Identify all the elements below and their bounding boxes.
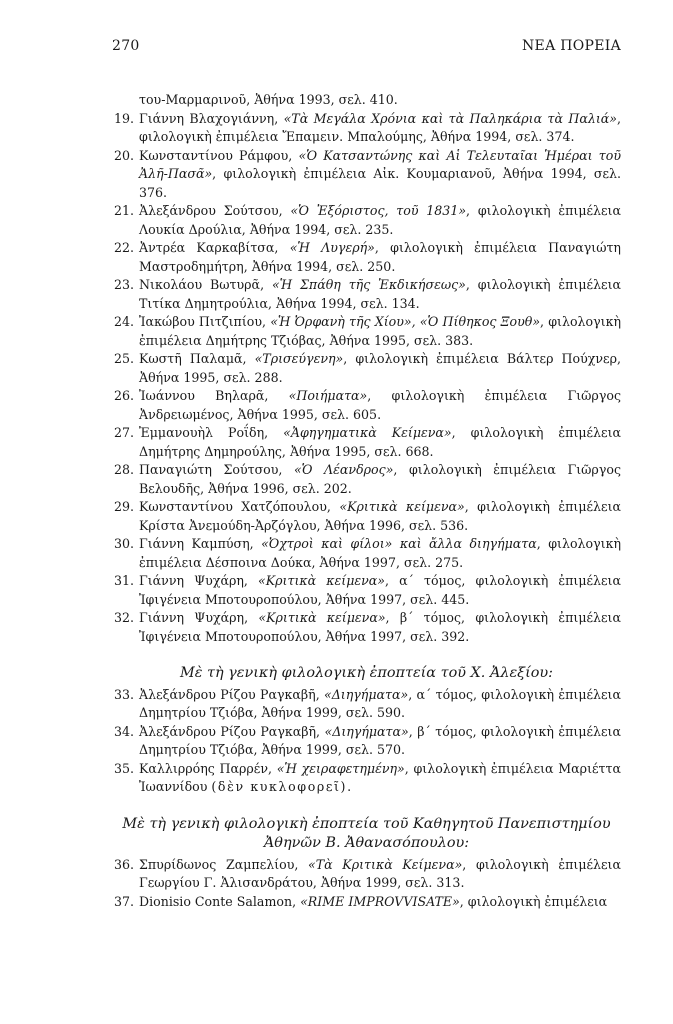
bibliography-entry xyxy=(112,856,621,893)
entry-author: Γιάννη Βλαχογιάννη, xyxy=(139,110,284,126)
section-heading: Μὲ τὴ γενικὴ φιλολογικὴ ἐποπτεία τοῦ Χ. Ἀλεξίου: xyxy=(179,665,554,681)
entry-author: Κωνσταντίνου Χατζόπουλου, xyxy=(139,499,340,514)
entry-number: 19. xyxy=(113,110,134,126)
section-heading-line: Ἀθηνῶν Β. Ἀθανασόπουλου: xyxy=(263,835,470,851)
bibliography-entry xyxy=(112,686,621,723)
entry-author: Ἐμμανουὴλ Ροΐδη, xyxy=(139,425,284,440)
bibliography-list xyxy=(112,686,621,797)
entry-title: «Κριτικὰ κείμενα» xyxy=(339,499,465,514)
entry-number: 32. xyxy=(113,610,134,625)
entry-number: 20. xyxy=(113,147,134,163)
entry-author: Νικολάου Βωτυρᾶ, xyxy=(139,277,272,292)
entry-number: 28. xyxy=(113,462,134,477)
entry-details: , α΄ τόμος, φιλολογικὴ ἐπιμέλεια Ἰφιγένεια Μποτουροπούλου, Ἀθήνα 1997, σελ. 445. xyxy=(139,573,622,607)
entry-note: (δὲν κυκλοφορεῖ). xyxy=(211,779,353,794)
entry-title: «Ἡ χειραφετημένη» xyxy=(276,760,405,776)
entry-title: «Κριτικὰ κείμενα» xyxy=(258,573,386,588)
running-title: ΝΕΑ ΠΟΡΕΙΑ xyxy=(522,38,621,54)
entry-title: «Ἡ Λυγερή» xyxy=(289,240,375,255)
bibliography-entry xyxy=(112,498,621,535)
entry-details: , φιλολογικὴ ἐπιμέλεια Βάλτερ Πούχνερ, Ἀθήνα 1995, σελ. 288. xyxy=(139,351,621,385)
entry-number: 37. xyxy=(113,893,134,909)
entry-number: 30. xyxy=(113,536,134,551)
entry-title: «Ὀχτροὶ καὶ φίλοι» καὶ ἄλλα διηγήματα xyxy=(261,536,537,551)
entry-title: «Τρισεύγενη» xyxy=(254,351,344,366)
entry-details: , φιλολογικὴ ἐπιμέλεια Δέσποινα Δούκα, Ἀθήνα 1997, σελ. 275. xyxy=(139,536,621,570)
entry-author: Γιάννη Καμπύση, xyxy=(139,536,262,551)
entry-details: , φιλολογικὴ ἐπιμέλεια Γιῶργος Ἀνδρειωμένος, Ἀθήνα 1995, σελ. 605. xyxy=(139,388,622,422)
entry-details: , φιλολογικὴ ἐπιμέλεια Δημήτρης Τζιόβας, Ἀθήνα 1995, σελ. 383. xyxy=(139,314,621,348)
entry-author: Ἀλεξάνδρου Σούτσου, xyxy=(139,203,291,218)
entry-details: , β΄ τόμος, φιλολογικὴ ἐπιμέλεια Δημητρίου Τζιόβα, Ἀθήνα 1999, σελ. 570. xyxy=(139,723,621,757)
entry-details: , φιλολογικὴ ἐπιμέλεια Κρίστα Ἀνεμούδη-Ἀρζόγλου, Ἀθήνα 1996, σελ. 536. xyxy=(139,499,622,533)
entry-author: Γιάννη Ψυχάρη, xyxy=(139,573,259,588)
entry-details: , φιλολογικὴ ἐπιμέλεια Παναγιώτη Μαστροδημήτρη, Ἀθήνα 1994, σελ. 250. xyxy=(139,240,621,274)
bibliography-entry xyxy=(112,609,621,646)
entry-author: Ἀλεξάνδρου Ρίζου Ραγκαβῆ, xyxy=(139,686,324,702)
entry-number: 29. xyxy=(113,499,134,514)
bibliography-body xyxy=(112,91,621,911)
entry-title: «Ἡ Σπάθη τῆς Ἐκδικήσεως» xyxy=(271,277,466,292)
entry-author: Dionisio Conte Salamon, xyxy=(139,893,301,909)
entry-number: 22. xyxy=(113,240,134,255)
entry-title: «Ἡ Ὀρφανὴ τῆς Χίου», «Ὁ Πίθηκος Ξουθ» xyxy=(270,314,541,329)
entry-number: 34. xyxy=(113,723,134,739)
entry-title: «RIME IMPROVVISATE» xyxy=(300,893,460,909)
entry-details: , φιλολογικὴ ἐπιμέλεια Αἰκ. Κουμαριανοῦ, Ἀθήνα 1994, σελ. 376. xyxy=(139,166,621,200)
entry-details: , φιλολογικὴ ἐπιμέλεια Λουκία Δρούλια, Ἀθήνα 1994, σελ. 235. xyxy=(139,203,621,237)
bibliography-entry xyxy=(112,387,621,424)
entry-author: Ἀλεξάνδρου Ρίζου Ραγκαβῆ, xyxy=(139,723,325,739)
entry-title: «Τὰ Μεγάλα Χρόνια καὶ τὰ Παληκάρια τὰ Παλιά» xyxy=(283,110,617,126)
entry-author: Καλλιρρόης Παρρέν, xyxy=(139,760,277,776)
bibliography-entry xyxy=(112,535,621,572)
bibliography-entry xyxy=(112,313,621,350)
entry-details: , α΄ τόμος, φιλολογικὴ ἐπιμέλεια Δημητρίου Τζιόβα, Ἀθήνα 1999, σελ. 590. xyxy=(139,686,621,720)
entry-details: , β΄ τόμος, φιλολογικὴ ἐπιμέλεια Ἰφιγένεια Μποτουροπούλου, Ἀθήνα 1997, σελ. 392. xyxy=(139,610,621,644)
entry-title: «Κριτικὰ κείμενα» xyxy=(258,610,386,625)
entry-details: , φιλολογικὴ ἐπιμέλεια xyxy=(459,893,608,909)
bibliography-entry xyxy=(112,723,621,760)
bibliography-list xyxy=(112,110,621,647)
bibliography-entry xyxy=(112,760,621,797)
bibliography-entry xyxy=(112,424,621,461)
bibliography-entry xyxy=(112,572,621,609)
entry-number: 33. xyxy=(113,686,134,702)
entry-author: Ἀντρέα Καρκαβίτσα, xyxy=(139,240,290,255)
entry-details: , φιλολογικὴ ἐπιμέλεια Ἔπαμειν. Μπαλούμης, Ἀθήνα 1994, σελ. 374. xyxy=(139,110,621,144)
entry-number: 31. xyxy=(113,573,134,588)
entry-author: Σπυρίδωνος Ζαμπελίου, xyxy=(139,856,309,872)
entry-details: , φιλολογικὴ ἐπιμέλεια Γεωργίου Γ. Ἀλισανδράτου, Ἀθήνα 1999, σελ. 313. xyxy=(139,856,622,890)
entry-number: 35. xyxy=(113,760,134,776)
bibliography-entry xyxy=(112,461,621,498)
entry-title: «Ἀφηγηματικὰ Κείμενα» xyxy=(283,425,452,440)
entry-details: , φιλολογικὴ ἐπιμέλεια Τιτίκα Δημητρούλια, Ἀθήνα 1994, σελ. 134. xyxy=(139,277,622,311)
bibliography-entry xyxy=(112,239,621,276)
continuation-line: του-Μαρμαρινοῦ, Ἀθήνα 1993, σελ. 410. xyxy=(139,92,398,107)
section-heading-line: Μὲ τὴ γενικὴ φιλολογικὴ ἐποπτεία τοῦ Καθηγητοῦ Πανεπιστημίου xyxy=(122,815,611,832)
bibliography-entry xyxy=(112,147,621,203)
entry-details: , φιλολογικὴ ἐπιμέλεια Μαριέττα Ἰωαννίδου xyxy=(139,760,621,794)
entry-number: 23. xyxy=(113,277,134,292)
entry-number: 25. xyxy=(113,351,134,366)
entry-title: «Ὁ Ἐξόριστος, τοῦ 1831» xyxy=(290,203,467,218)
entry-author: Ἰωάννου Βηλαρᾶ, xyxy=(139,388,289,403)
entry-number: 27. xyxy=(113,425,134,440)
entry-title: «Ποιήματα» xyxy=(288,388,368,403)
entry-details: , φιλολογικὴ ἐπιμέλεια Δημήτρης Δημηρούλης, Ἀθήνα 1995, σελ. 668. xyxy=(139,425,622,459)
entry-title: «Διηγήματα» xyxy=(324,686,409,702)
bibliography-entry xyxy=(112,110,621,147)
entry-author: Ἰακώβου Πιτζιπίου, xyxy=(139,314,271,329)
bibliography-entry xyxy=(112,276,621,313)
entry-number: 24. xyxy=(113,314,134,329)
page-number: 270 xyxy=(112,38,140,54)
entry-number: 26. xyxy=(113,388,134,403)
entry-title: «Διηγήματα» xyxy=(324,723,409,739)
entry-title: «Ὁ Λέανδρος» xyxy=(293,462,394,477)
entry-title: «Ὁ Κατσαντώνης καὶ Αἱ Τελευταῖαι Ἡμέραι τοῦ Ἀλῆ-Πασᾶ» xyxy=(139,147,621,181)
bibliography-entry xyxy=(112,202,621,239)
section-heading xyxy=(112,815,621,854)
entry-number: 21. xyxy=(113,203,134,218)
entry-author: Παναγιώτη Σούτσου, xyxy=(139,462,294,477)
bibliography-entry xyxy=(112,893,621,912)
entry-title: «Τὰ Κριτικὰ Κείμενα» xyxy=(308,856,463,872)
entry-author: Κωστῆ Παλαμᾶ, xyxy=(139,351,255,366)
bibliography-entry xyxy=(112,350,621,387)
entry-number: 36. xyxy=(113,856,134,872)
entry-author: Γιάννη Ψυχάρη, xyxy=(139,610,259,625)
entry-details: , φιλολογικὴ ἐπιμέλεια Γιῶργος Βελουδῆς, Ἀθήνα 1996, σελ. 202. xyxy=(139,462,621,496)
entry-author: Κωνσταντίνου Ράμφου, xyxy=(139,147,299,163)
bibliography-list xyxy=(112,856,621,912)
